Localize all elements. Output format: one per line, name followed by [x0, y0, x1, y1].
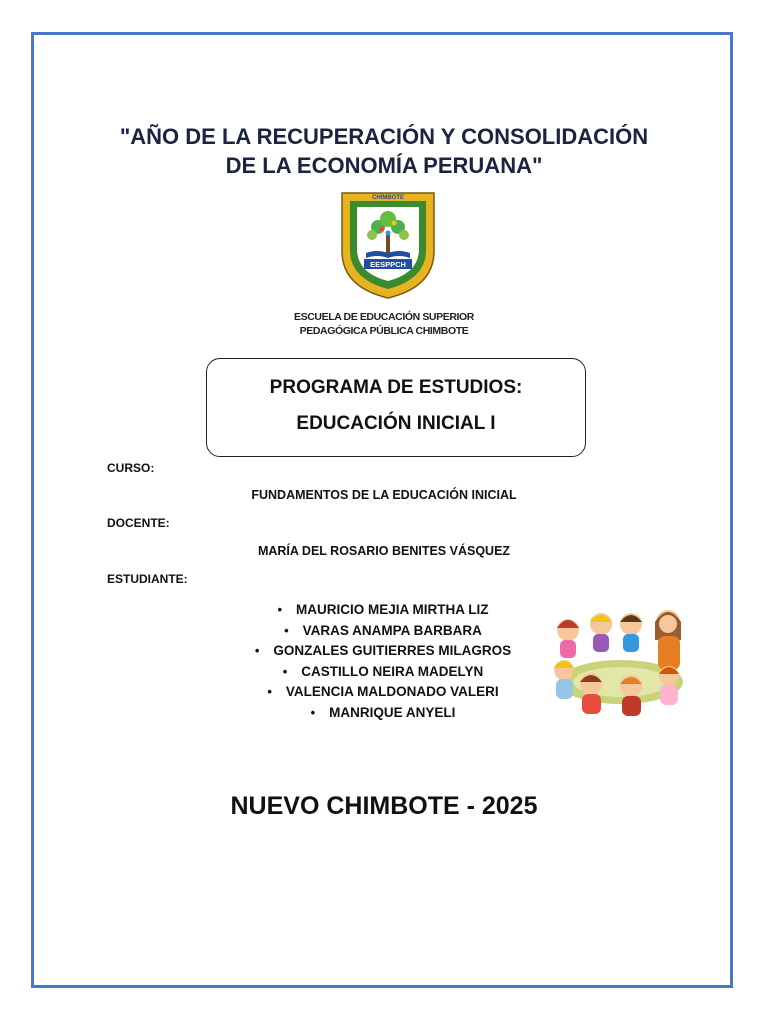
program-name: EDUCACIÓN INICIAL I: [296, 413, 496, 434]
student-name: CASTILLO NEIRA MADELYN: [301, 663, 484, 679]
program-box: [206, 358, 586, 457]
bullet-icon: •: [277, 602, 283, 617]
bullet-icon: •: [254, 643, 260, 659]
crest-top-text: CHIMBOTE: [372, 195, 404, 201]
school-name-line-2: PEDAGÓGICA PÚBLICA CHIMBOTE: [299, 325, 469, 337]
bullet-icon: •: [282, 663, 288, 679]
student-name: VARAS ANAMPA BARBARA: [302, 622, 482, 638]
student-name: VALENCIA MALDONADO VALERI: [285, 684, 499, 700]
school-crest-logo: [338, 189, 438, 301]
student-name: MANRIQUE ANYELI: [329, 704, 456, 720]
motto-line-2: DE LA ECONOMÍA PERUANA": [225, 153, 543, 178]
bullet-icon: •: [267, 684, 272, 700]
course-label: CURSO:: [107, 461, 155, 475]
school-name: [234, 310, 534, 338]
bullet-icon: •: [284, 622, 289, 638]
children-circle-illustration: [546, 600, 696, 720]
footer-location-year: NUEVO CHIMBOTE - 2025: [230, 792, 538, 820]
bullet-icon: •: [310, 704, 316, 720]
motto-line-1: "AÑO DE LA RECUPERACIÓN Y CONSOLIDACIÓN: [119, 124, 649, 149]
program-title: PROGRAMA DE ESTUDIOS:: [269, 377, 523, 398]
students-label: ESTUDIANTE:: [107, 572, 188, 586]
year-motto: [60, 122, 708, 180]
teacher-value: MARÍA DEL ROSARIO BENITES VÁSQUEZ: [257, 544, 511, 558]
student-name: GONZALES GUITIERRES MILAGROS: [273, 643, 512, 659]
crest-acronym: EESPPCH: [370, 260, 406, 269]
student-name: MAURICIO MEJIA MIRTHA LIZ: [296, 602, 489, 617]
teacher-label: DOCENTE:: [107, 516, 170, 530]
school-name-line-1: ESCUELA DE EDUCACIÓN SUPERIOR: [294, 311, 474, 323]
course-value: FUNDAMENTOS DE LA EDUCACIÓN INICIAL: [251, 488, 517, 502]
